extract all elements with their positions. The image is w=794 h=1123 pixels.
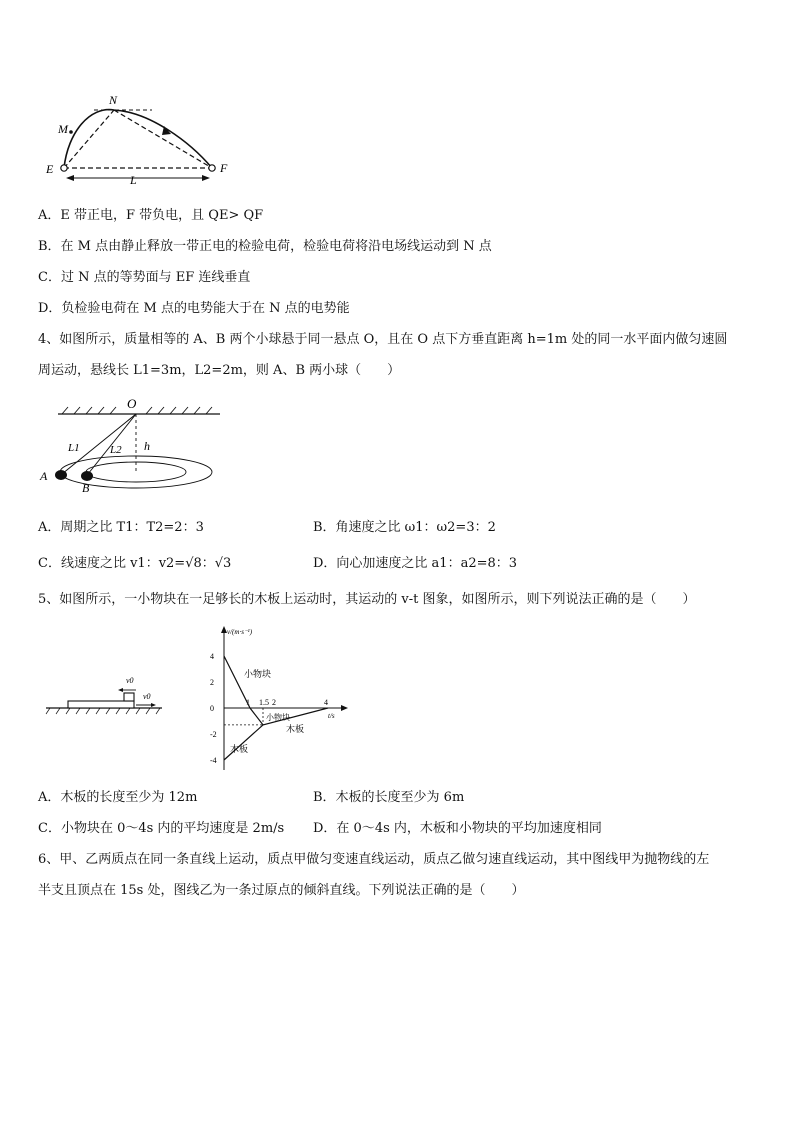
q4-stem-line1: 4、如图所示，质量相等的 A、B 两个小球悬于同一悬点 O，且在 O 点下方垂直距离 h=1m 处的同一水平面内做匀速圆 — [38, 332, 728, 347]
label-o: O — [127, 396, 137, 411]
y-tick-label: 2 — [210, 678, 214, 687]
label-h: h — [144, 439, 150, 453]
q3-option-d: D．负检验电荷在 M 点的电势能大于在 N 点的电势能 — [38, 301, 350, 316]
y-axis-label: v/(m·s⁻¹) — [227, 628, 253, 636]
q4-option-b: B．角速度之比 ω1：ω2=3：2 — [313, 520, 496, 535]
y-tick-label: -4 — [210, 756, 217, 765]
q5-option-b: B．木板的长度至少为 6m — [313, 790, 465, 805]
x-tick-label: 1 — [246, 698, 250, 707]
q5-option-a: A．木板的长度至少为 12m — [38, 790, 198, 805]
q4-option-c: C．线速度之比 v1：v2=√8：√3 — [38, 556, 232, 571]
label-f: F — [220, 161, 228, 175]
q5-stem: 5、如图所示，一小物块在一足够长的木板上运动时，其运动的 v-t 图象，如图所示，则下列说法正确的是（ ） — [38, 592, 696, 607]
q6-stem-line1: 6、甲、乙两质点在同一条直线上运动，质点甲做匀变速直线运动，质点乙做匀速直线运动，其中图线甲为抛物线的左 — [38, 852, 710, 867]
label-v0-top: v0 — [126, 676, 134, 685]
q4-stem-line2: 周运动，悬线长 L1=3m，L2=2m，则 A、B 两小球（ ） — [38, 363, 401, 378]
q4-option-a: A．周期之比 T1：T2=2：3 — [38, 520, 204, 535]
label-block-lower: 小物块 — [266, 713, 290, 722]
board-block-figure — [46, 668, 166, 718]
label-e: E — [46, 162, 54, 176]
series-line-block — [224, 656, 263, 725]
q5-option-c: C．小物块在 0～4s 内的平均速度是 2m/s — [38, 821, 285, 836]
x-axis-label: t/s — [328, 712, 335, 720]
label-b: B — [82, 481, 90, 495]
q3-option-a: A．E 带正电，F 带负电，且 QE> QF — [38, 208, 264, 223]
q3-option-c: C．过 N 点的等势面与 EF 连线垂直 — [38, 270, 251, 285]
label-board-right: 木板 — [286, 724, 305, 734]
vt-chart — [200, 622, 360, 772]
label-block-upper: 小物块 — [244, 669, 272, 679]
label-l: L — [130, 173, 137, 187]
label-board-lower: 木板 — [230, 744, 249, 754]
q4-option-d: D．向心加速度之比 a1：a2=8：3 — [313, 556, 518, 571]
field-line-figure — [40, 92, 240, 187]
x-tick-label: 2 — [272, 698, 276, 707]
q5-option-d: D．在 0～4s 内，木板和小物块的平均加速度相同 — [313, 821, 602, 836]
label-n: N — [109, 93, 118, 107]
x-tick-label: 4 — [324, 698, 328, 707]
y-tick-label: 0 — [210, 704, 214, 713]
label-l2: L2 — [110, 444, 122, 456]
label-v0-bottom: v0 — [143, 692, 151, 701]
q6-stem-line2: 半支且顶点在 15s 处，图线乙为一条过原点的倾斜直线。下列说法正确的是（ ） — [38, 883, 525, 898]
y-tick-label: -2 — [210, 730, 217, 739]
q3-option-b: B．在 M 点由静止释放一带正电的检验电荷，检验电荷将沿电场线运动到 N 点 — [38, 239, 492, 254]
label-a: A — [40, 469, 48, 483]
y-tick-label: 4 — [210, 652, 214, 661]
label-m: M — [58, 122, 68, 136]
pendulum-figure — [36, 394, 236, 494]
x-tick-label: 1.5 — [259, 698, 269, 707]
label-l1: L1 — [68, 442, 80, 454]
